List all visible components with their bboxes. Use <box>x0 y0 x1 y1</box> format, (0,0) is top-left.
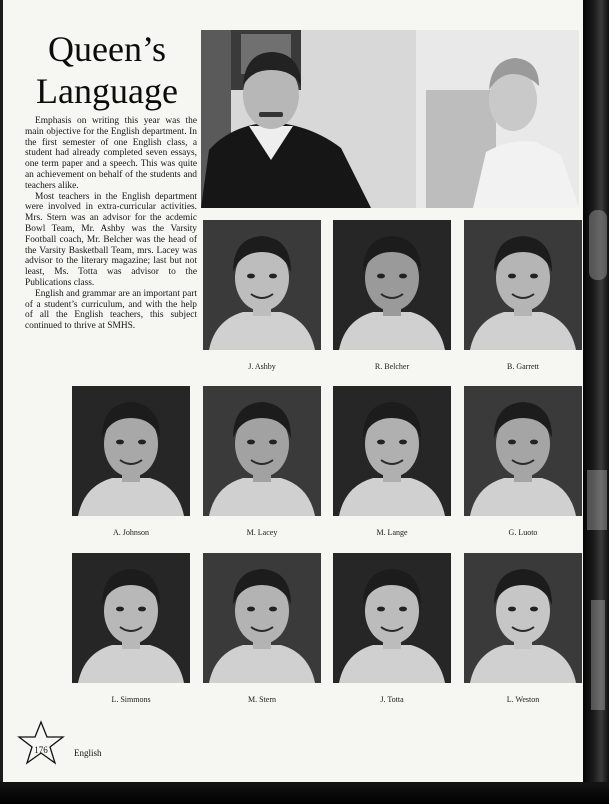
portrait-caption: M. Stern <box>248 695 276 704</box>
portrait-photo <box>72 386 190 516</box>
page-title <box>21 28 193 112</box>
portrait-caption: A. Johnson <box>112 528 149 537</box>
portrait-photo <box>203 386 321 516</box>
portrait-photo <box>333 386 451 516</box>
paragraph-2: Most teachers in the English department were involved in extra-curricular activities. Mrs. Stern was an advisor for the acdemic Bowl Team, Mr. Ashby was the Varsity Football coach, Mr. Belcher was the head of the Varsity Basketball Team, mrs. Lacey was advisor to the literary magazine; last but not least, Ms. Totta was advisor to the Publications class. <box>25 191 197 288</box>
portrait-photo <box>203 553 321 683</box>
portrait-caption: R. Belcher <box>374 362 410 371</box>
portrait-caption: B. Garrett <box>507 362 539 371</box>
portrait-photo <box>464 386 582 516</box>
portrait-caption: J. Ashby <box>248 362 276 371</box>
portrait-photo <box>464 220 582 350</box>
portrait-photo <box>464 553 582 683</box>
portrait-photo <box>72 553 190 683</box>
star-icon <box>17 720 65 766</box>
page-number: 176 <box>34 745 48 755</box>
portrait-caption: L. Weston <box>506 695 540 704</box>
portrait-photo <box>203 220 321 350</box>
article-body <box>25 116 197 332</box>
paragraph-3: English and grammar are an important part of a student’s curriculum, and with the help of all the English teachers, this subject continued to thrive at SMHS. <box>25 288 197 332</box>
section-label: English <box>74 748 102 758</box>
portrait-caption: J. Totta <box>380 695 404 704</box>
scan-edge-right <box>583 0 609 804</box>
title-line-2: Language <box>36 71 178 111</box>
portrait-photo <box>333 220 451 350</box>
portrait-caption: G. Luoto <box>508 528 538 537</box>
title-line-1: Queen’s <box>48 29 166 69</box>
scan-edge-bottom <box>0 782 609 804</box>
portrait-photo <box>333 553 451 683</box>
paragraph-1: Emphasis on writing this year was the main objective for the English department. In the first semester of one English class, a student had already completed seven essays, one term paper and a speech. This was quite an achievement on behalf of the students and teachers alike. <box>25 116 197 191</box>
yearbook-page <box>3 0 583 782</box>
portrait-caption: M. Lange <box>376 528 408 537</box>
candid-photo <box>201 30 579 208</box>
portrait-caption: M. Lacey <box>246 528 278 537</box>
portrait-caption: L. Simmons <box>111 695 151 704</box>
